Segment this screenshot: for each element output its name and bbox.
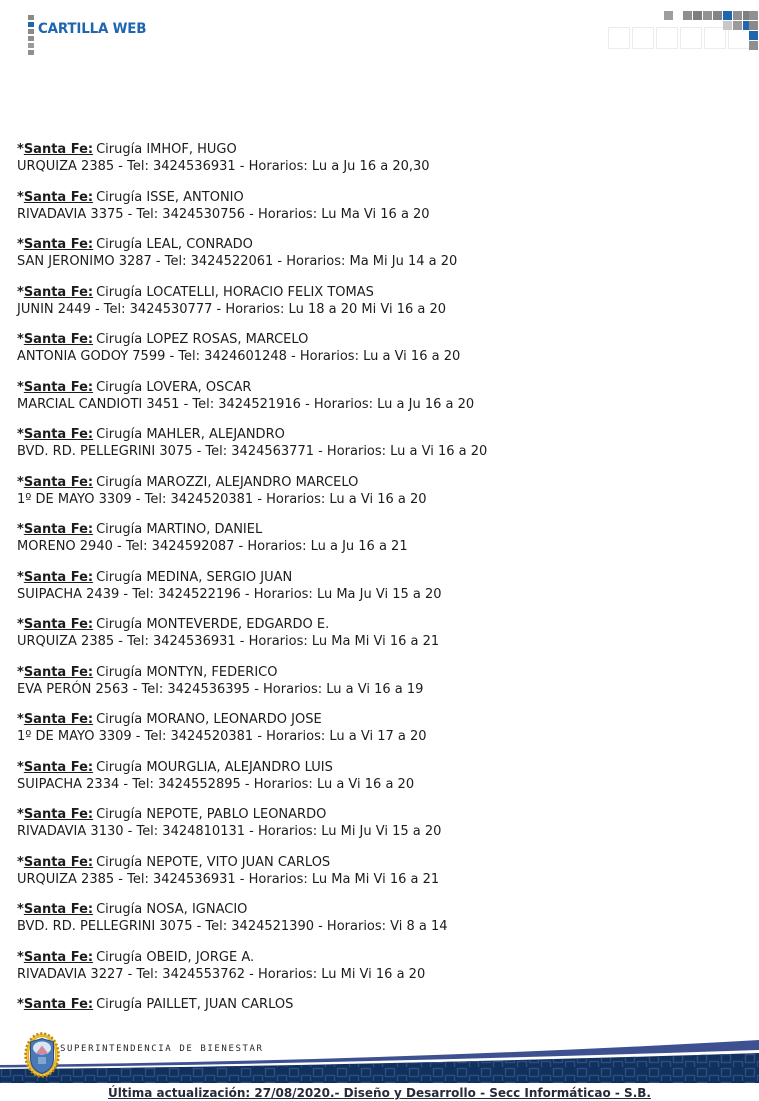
entry-region-label: Santa Fe: xyxy=(23,189,94,205)
entry-doctor-name: MAROZZI, ALEJANDRO MARCELO xyxy=(146,474,359,490)
directory-entry xyxy=(17,236,749,270)
entry-specialty: Cirugía xyxy=(96,427,143,442)
entry-header-line xyxy=(17,521,749,538)
entry-doctor-name: LOPEZ ROSAS, MARCELO xyxy=(146,332,309,347)
entry-region-label: Santa Fe: xyxy=(23,664,94,680)
entry-asterisk: * xyxy=(17,427,24,442)
entry-region-label: Santa Fe: xyxy=(23,569,94,585)
entry-header-line xyxy=(17,854,749,871)
entry-doctor-name: PAILLET, JUAN CARLOS xyxy=(146,997,294,1012)
entry-specialty: Cirugía xyxy=(96,237,143,252)
entry-details: MORENO 2940 - Tel: 3424592087 - Horarios: Lu a Ju 16 a 21 xyxy=(17,539,408,554)
entry-specialty: Cirugía xyxy=(96,189,143,205)
entry-region-label: Santa Fe: xyxy=(23,522,94,537)
entry-header-line xyxy=(17,474,749,491)
entry-specialty: Cirugía xyxy=(96,332,143,347)
directory-entry xyxy=(17,521,749,555)
directory-entry xyxy=(17,806,749,840)
entry-region-label: Santa Fe: xyxy=(23,949,94,965)
directory-entry xyxy=(17,284,749,318)
app-title: CARTILLA WEB xyxy=(38,21,147,37)
directory-entry xyxy=(17,901,749,935)
entry-details: SAN JERONIMO 3287 - Tel: 3424522061 - Horarios: Ma Mi Ju 14 a 20 xyxy=(17,254,458,269)
entry-asterisk: * xyxy=(17,712,24,727)
entry-region-label: Santa Fe: xyxy=(23,379,94,395)
entry-asterisk: * xyxy=(17,997,24,1012)
entry-header-line xyxy=(17,901,749,918)
directory-entry xyxy=(17,426,749,460)
entry-header-line xyxy=(17,616,749,633)
entry-doctor-name: MOURGLIA, ALEJANDRO LUIS xyxy=(146,759,333,775)
directory-entry xyxy=(17,141,749,175)
entry-header-line xyxy=(17,806,749,823)
entry-details: BVD. RD. PELLEGRINI 3075 - Tel: 3424563771 - Horarios: Lu a Vi 16 a 20 xyxy=(17,444,488,459)
entry-details: SUIPACHA 2439 - Tel: 3424522196 - Horarios: Lu Ma Ju Vi 15 a 20 xyxy=(17,586,442,602)
entry-asterisk: * xyxy=(17,522,24,537)
entry-asterisk: * xyxy=(17,379,24,395)
entry-details: RIVADAVIA 3375 - Tel: 3424530756 - Horarios: Lu Ma Vi 16 a 20 xyxy=(17,206,430,222)
header xyxy=(0,0,759,60)
entry-specialty: Cirugía xyxy=(96,854,143,870)
org-crest-logo xyxy=(24,1032,60,1078)
entry-header-line xyxy=(17,379,749,396)
entry-details: MARCIAL CANDIOTI 3451 - Tel: 3424521916 - Horarios: Lu a Ju 16 a 20 xyxy=(17,396,475,412)
entry-details: 1º DE MAYO 3309 - Tel: 3424520381 - Horarios: Lu a Vi 17 a 20 xyxy=(17,729,427,744)
entry-header-line xyxy=(17,949,749,966)
directory-entry xyxy=(17,616,749,650)
directory-entry xyxy=(17,664,749,698)
entry-asterisk: * xyxy=(17,902,24,917)
entry-doctor-name: OBEID, JORGE A. xyxy=(146,949,255,965)
entry-doctor-name: MONTEVERDE, EDGARDO E. xyxy=(146,617,330,632)
directory-entry xyxy=(17,379,749,413)
entry-doctor-name: ISSE, ANTONIO xyxy=(146,189,244,205)
directory-entry xyxy=(17,569,749,603)
entry-asterisk: * xyxy=(17,142,24,157)
directory-entry xyxy=(17,996,749,1013)
entry-header-line xyxy=(17,426,749,443)
entry-header-line xyxy=(17,189,749,206)
entry-details: URQUIZA 2385 - Tel: 3424536931 - Horarios: Lu a Ju 16 a 20,30 xyxy=(17,159,430,174)
entry-specialty: Cirugía xyxy=(96,949,143,965)
entry-asterisk: * xyxy=(17,854,24,870)
entry-specialty: Cirugía xyxy=(96,997,143,1012)
entry-region-label: Santa Fe: xyxy=(23,997,94,1012)
directory-entry xyxy=(17,949,749,983)
entry-region-label: Santa Fe: xyxy=(23,902,94,917)
entry-header-line xyxy=(17,236,749,253)
entry-doctor-name: NEPOTE, PABLO LEONARDO xyxy=(146,807,327,822)
entry-details: EVA PERÓN 2563 - Tel: 3424536395 - Horarios: Lu a Vi 16 a 19 xyxy=(17,681,424,697)
directory-entry xyxy=(17,854,749,888)
entry-specialty: Cirugía xyxy=(96,807,143,822)
entry-specialty: Cirugía xyxy=(96,474,143,490)
entry-details: 1º DE MAYO 3309 - Tel: 3424520381 - Horarios: Lu a Vi 16 a 20 xyxy=(17,491,427,507)
directory-entry xyxy=(17,759,749,793)
entry-asterisk: * xyxy=(17,807,24,822)
entry-asterisk: * xyxy=(17,617,24,632)
entry-header-line xyxy=(17,996,749,1013)
directory-entry xyxy=(17,331,749,365)
org-name: SUPERINTENDENCIA DE BIENESTAR xyxy=(60,1044,264,1054)
entry-region-label: Santa Fe: xyxy=(23,712,94,727)
entry-asterisk: * xyxy=(17,474,24,490)
entry-region-label: Santa Fe: xyxy=(23,854,94,870)
entry-header-line xyxy=(17,569,749,586)
directory-entry xyxy=(17,474,749,508)
entry-details: BVD. RD. PELLEGRINI 3075 - Tel: 3424521390 - Horarios: Vi 8 a 14 xyxy=(17,919,448,934)
directory-entry xyxy=(17,711,749,745)
entry-asterisk: * xyxy=(17,284,24,300)
entry-doctor-name: NEPOTE, VITO JUAN CARLOS xyxy=(146,854,331,870)
entry-specialty: Cirugía xyxy=(96,902,143,917)
entry-specialty: Cirugía xyxy=(96,617,143,632)
entry-doctor-name: MARTINO, DANIEL xyxy=(146,522,263,537)
entry-region-label: Santa Fe: xyxy=(23,284,94,300)
entry-asterisk: * xyxy=(17,332,24,347)
directory-list xyxy=(17,141,749,1027)
entry-doctor-name: MORANO, LEONARDO JOSE xyxy=(146,712,322,727)
entry-header-line xyxy=(17,141,749,158)
entry-specialty: Cirugía xyxy=(96,664,143,680)
entry-asterisk: * xyxy=(17,759,24,775)
entry-doctor-name: LEAL, CONRADO xyxy=(146,237,253,252)
entry-doctor-name: MEDINA, SERGIO JUAN xyxy=(146,569,293,585)
entry-region-label: Santa Fe: xyxy=(23,142,94,157)
entry-region-label: Santa Fe: xyxy=(23,237,94,252)
entry-specialty: Cirugía xyxy=(96,522,143,537)
directory-entry xyxy=(17,189,749,223)
entry-region-label: Santa Fe: xyxy=(23,474,94,490)
entry-doctor-name: LOCATELLI, HORACIO FELIX TOMAS xyxy=(146,284,374,300)
entry-region-label: Santa Fe: xyxy=(23,427,94,442)
entry-details: URQUIZA 2385 - Tel: 3424536931 - Horarios: Lu Ma Mi Vi 16 a 21 xyxy=(17,871,440,887)
entry-details: URQUIZA 2385 - Tel: 3424536931 - Horarios: Lu Ma Mi Vi 16 a 21 xyxy=(17,634,440,649)
entry-asterisk: * xyxy=(17,189,24,205)
entry-specialty: Cirugía xyxy=(96,712,143,727)
entry-details: RIVADAVIA 3227 - Tel: 3424553762 - Horarios: Lu Mi Vi 16 a 20 xyxy=(17,966,426,982)
entry-doctor-name: MAHLER, ALEJANDRO xyxy=(146,427,285,442)
entry-doctor-name: MONTYN, FEDERICO xyxy=(146,664,278,680)
entry-doctor-name: IMHOF, HUGO xyxy=(146,142,237,157)
entry-specialty: Cirugía xyxy=(96,284,143,300)
entry-header-line xyxy=(17,664,749,681)
entry-asterisk: * xyxy=(17,664,24,680)
entry-asterisk: * xyxy=(17,237,24,252)
entry-specialty: Cirugía xyxy=(96,142,143,157)
entry-doctor-name: NOSA, IGNACIO xyxy=(146,902,248,917)
footer-wave xyxy=(0,1025,759,1085)
entry-region-label: Santa Fe: xyxy=(23,807,94,822)
entry-details: RIVADAVIA 3130 - Tel: 3424810131 - Horarios: Lu Mi Ju Vi 15 a 20 xyxy=(17,824,442,839)
entry-header-line xyxy=(17,284,749,301)
entry-region-label: Santa Fe: xyxy=(23,617,94,632)
entry-details: JUNIN 2449 - Tel: 3424530777 - Horarios: Lu 18 a 20 Mi Vi 16 a 20 xyxy=(17,301,447,317)
entry-details: ANTONIA GODOY 7599 - Tel: 3424601248 - Horarios: Lu a Vi 16 a 20 xyxy=(17,349,461,364)
entry-asterisk: * xyxy=(17,949,24,965)
entry-region-label: Santa Fe: xyxy=(23,759,94,775)
entry-header-line xyxy=(17,711,749,728)
entry-asterisk: * xyxy=(17,569,24,585)
entry-specialty: Cirugía xyxy=(96,759,143,775)
entry-doctor-name: LOVERA, OSCAR xyxy=(146,379,252,395)
entry-header-line xyxy=(17,331,749,348)
entry-specialty: Cirugía xyxy=(96,379,143,395)
entry-details: SUIPACHA 2334 - Tel: 3424552895 - Horarios: Lu a Vi 16 a 20 xyxy=(17,776,415,792)
entry-specialty: Cirugía xyxy=(96,569,143,585)
entry-region-label: Santa Fe: xyxy=(23,332,94,347)
entry-header-line xyxy=(17,759,749,776)
footer-update-note: Última actualización: 27/08/2020.- Diseño y Desarrollo - Secc Informáticao - S.B. xyxy=(108,1086,651,1100)
